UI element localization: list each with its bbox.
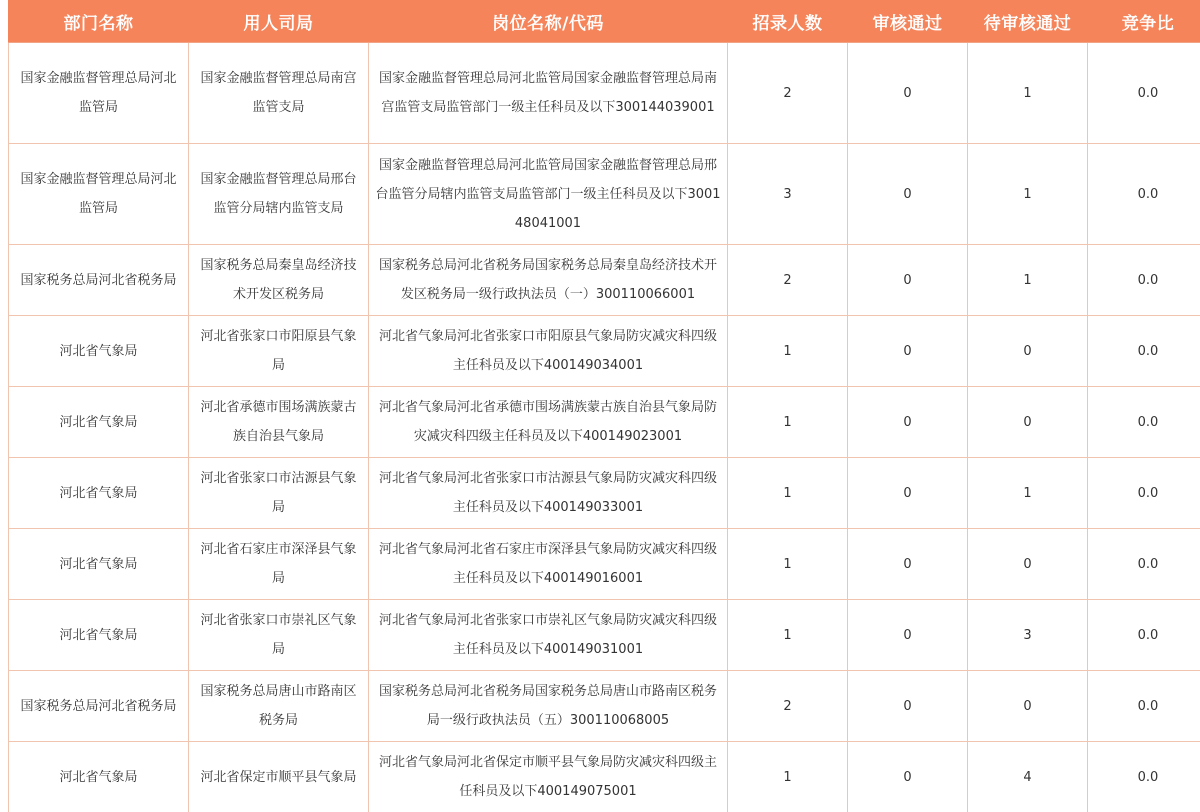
cell-position: 国家金融监督管理总局河北监管局国家金融监督管理总局南宫监管支局监管部门一级主任科员及以下300144039001 [369, 43, 728, 144]
cell-approved: 0 [848, 529, 968, 600]
cell-quota: 1 [728, 316, 848, 387]
cell-pending: 0 [968, 671, 1088, 742]
cell-position: 河北省气象局河北省张家口市阳原县气象局防灾减灾科四级主任科员及以下400149034001 [369, 316, 728, 387]
cell-position: 河北省气象局河北省张家口市沽源县气象局防灾减灾科四级主任科员及以下400149033001 [369, 458, 728, 529]
cell-dept: 河北省气象局 [9, 600, 189, 671]
cell-dept: 河北省气象局 [9, 387, 189, 458]
cell-ratio: 0.0 [1088, 387, 1200, 458]
cell-ratio: 0.0 [1088, 458, 1200, 529]
cell-approved: 0 [848, 458, 968, 529]
cell-ratio: 0.0 [1088, 316, 1200, 387]
cell-ratio: 0.0 [1088, 600, 1200, 671]
cell-pending: 1 [968, 144, 1088, 245]
cell-bureau: 河北省承德市围场满族蒙古族自治县气象局 [189, 387, 369, 458]
table-row [9, 316, 1200, 387]
table-header [9, 1, 1200, 43]
cell-dept: 国家金融监督管理总局河北监管局 [9, 144, 189, 245]
cell-pending: 1 [968, 245, 1088, 316]
cell-bureau: 国家金融监督管理总局南宫监管支局 [189, 43, 369, 144]
cell-position: 河北省气象局河北省张家口市崇礼区气象局防灾减灾科四级主任科员及以下400149031001 [369, 600, 728, 671]
cell-dept: 河北省气象局 [9, 316, 189, 387]
cell-quota: 1 [728, 387, 848, 458]
cell-quota: 1 [728, 742, 848, 812]
cell-ratio: 0.0 [1088, 742, 1200, 812]
header-quota[interactable]: 招录人数 [728, 1, 848, 43]
cell-approved: 0 [848, 742, 968, 812]
cell-quota: 1 [728, 600, 848, 671]
cell-ratio: 0.0 [1088, 43, 1200, 144]
table-row [9, 144, 1200, 245]
table-row [9, 529, 1200, 600]
cell-approved: 0 [848, 671, 968, 742]
cell-ratio: 0.0 [1088, 529, 1200, 600]
header-position[interactable]: 岗位名称/代码 [369, 1, 728, 43]
cell-pending: 0 [968, 529, 1088, 600]
cell-quota: 2 [728, 245, 848, 316]
cell-pending: 3 [968, 600, 1088, 671]
cell-bureau: 国家金融监督管理总局邢台监管分局辖内监管支局 [189, 144, 369, 245]
table-row [9, 245, 1200, 316]
cell-bureau: 河北省张家口市沽源县气象局 [189, 458, 369, 529]
cell-bureau: 国家税务总局唐山市路南区税务局 [189, 671, 369, 742]
cell-dept: 河北省气象局 [9, 458, 189, 529]
cell-pending: 0 [968, 387, 1088, 458]
cell-position: 河北省气象局河北省石家庄市深泽县气象局防灾减灾科四级主任科员及以下400149016001 [369, 529, 728, 600]
cell-ratio: 0.0 [1088, 144, 1200, 245]
cell-bureau: 河北省张家口市崇礼区气象局 [189, 600, 369, 671]
table-row [9, 742, 1200, 812]
cell-position: 国家税务总局河北省税务局国家税务总局秦皇岛经济技术开发区税务局一级行政执法员（一）300110066001 [369, 245, 728, 316]
table-row [9, 458, 1200, 529]
cell-approved: 0 [848, 144, 968, 245]
table-row [9, 43, 1200, 144]
cell-bureau: 国家税务总局秦皇岛经济技术开发区税务局 [189, 245, 369, 316]
cell-bureau: 河北省石家庄市深泽县气象局 [189, 529, 369, 600]
header-approved[interactable]: 审核通过 [848, 1, 968, 43]
cell-dept: 国家税务总局河北省税务局 [9, 245, 189, 316]
cell-pending: 4 [968, 742, 1088, 812]
cell-quota: 2 [728, 43, 848, 144]
cell-dept: 河北省气象局 [9, 529, 189, 600]
cell-approved: 0 [848, 43, 968, 144]
cell-dept: 国家金融监督管理总局河北监管局 [9, 43, 189, 144]
table-row [9, 600, 1200, 671]
cell-dept: 河北省气象局 [9, 742, 189, 812]
cell-quota: 3 [728, 144, 848, 245]
cell-bureau: 河北省保定市顺平县气象局 [189, 742, 369, 812]
cell-quota: 1 [728, 529, 848, 600]
header-dept[interactable]: 部门名称 [9, 1, 189, 43]
cell-position: 河北省气象局河北省承德市围场满族蒙古族自治县气象局防灾减灾科四级主任科员及以下400149023001 [369, 387, 728, 458]
table-body [9, 43, 1200, 812]
header-ratio[interactable]: 竞争比 [1088, 1, 1200, 43]
cell-pending: 0 [968, 316, 1088, 387]
cell-quota: 2 [728, 671, 848, 742]
cell-position: 国家税务总局河北省税务局国家税务总局唐山市路南区税务局一级行政执法员（五）300110068005 [369, 671, 728, 742]
cell-pending: 1 [968, 43, 1088, 144]
recruitment-table [8, 0, 1200, 812]
cell-ratio: 0.0 [1088, 671, 1200, 742]
cell-bureau: 河北省张家口市阳原县气象局 [189, 316, 369, 387]
table-row [9, 671, 1200, 742]
cell-position: 河北省气象局河北省保定市顺平县气象局防灾减灾科四级主任科员及以下400149075001 [369, 742, 728, 812]
header-row [9, 1, 1200, 43]
table-row [9, 387, 1200, 458]
cell-quota: 1 [728, 458, 848, 529]
cell-ratio: 0.0 [1088, 245, 1200, 316]
header-bureau[interactable]: 用人司局 [189, 1, 369, 43]
cell-approved: 0 [848, 245, 968, 316]
header-pending[interactable]: 待审核通过 [968, 1, 1088, 43]
cell-dept: 国家税务总局河北省税务局 [9, 671, 189, 742]
cell-pending: 1 [968, 458, 1088, 529]
cell-approved: 0 [848, 316, 968, 387]
cell-position: 国家金融监督管理总局河北监管局国家金融监督管理总局邢台监管分局辖内监管支局监管部门一级主任科员及以下300148041001 [369, 144, 728, 245]
cell-approved: 0 [848, 600, 968, 671]
cell-approved: 0 [848, 387, 968, 458]
